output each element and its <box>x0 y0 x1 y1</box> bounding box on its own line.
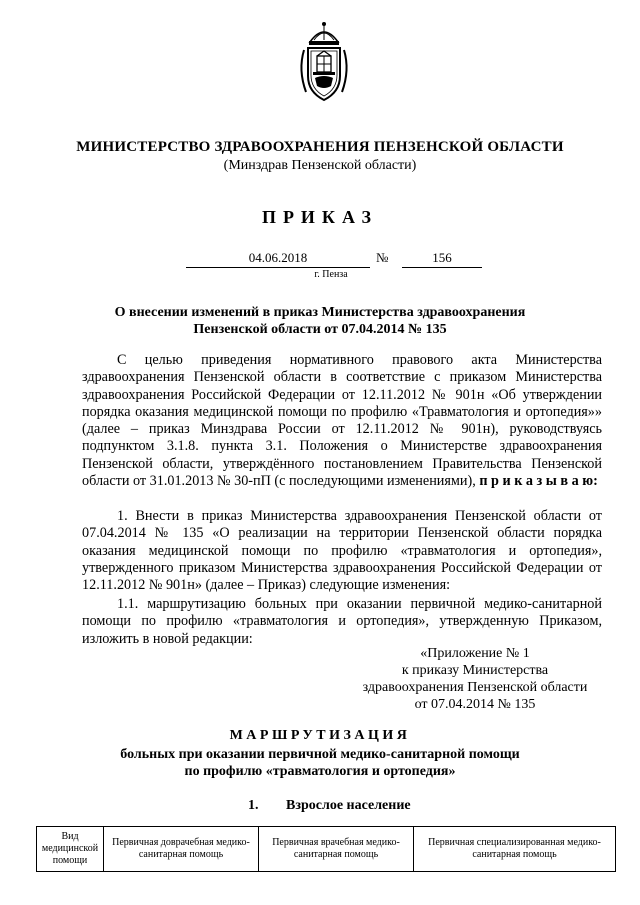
appendix-reference <box>335 645 615 713</box>
routing-table <box>36 826 616 872</box>
order-number: 156 <box>402 250 482 268</box>
order-date: 04.06.2018 <box>186 250 370 268</box>
table-header-cell: Первичная врачебная медико-санитарная помощь <box>259 827 414 872</box>
order-verb: п р и к а з ы в а ю: <box>479 473 598 490</box>
order-subject: О внесении изменений в приказ Министерства здравоохранения Пензенской области от 07.04.2014 № 135 <box>114 305 526 337</box>
ministry-name: МИНИСТЕРСТВО ЗДРАВООХРАНЕНИЯ ПЕНЗЕНСКОЙ ОБЛАСТИ <box>76 139 564 155</box>
table-header-cell: Первичная доврачебная медико-санитарная помощь <box>104 827 259 872</box>
paragraph-text: 1. Внести в приказ Министерства здравоохранения Пензенской области от 07.04.2014 № 135 «О реализации на территории Пензенской области порядка оказания медицинской помощи по профилю «травматология и ортопедия», утвержденного приказом Министерства здравоохранения Российской Федерации от 12.11.2012 № 901н» (далее – Приказ) следующие изменения: <box>82 508 602 594</box>
table-header-cell: Первичная специализированная медико-санитарная помощь <box>414 827 616 872</box>
city: г. Пенза <box>314 269 348 280</box>
appendix-line-4: от 07.04.2014 № 135 <box>414 697 536 712</box>
paragraph-text: 1.1. маршрутизацию больных при оказании первичной медико-санитарной помощи по профилю «травматология и ортопедия», утвержденную Приказом, изложить в новой редакции: <box>82 596 602 647</box>
routing-title: МАРШРУТИЗАЦИЯ <box>229 728 411 743</box>
order-title: ПРИКАЗ <box>261 207 379 227</box>
paragraph-text: С целью приведения нормативного правового акта Министерства здравоохранения Пензенской области в соответствие с приказом Министерства здравоохранения Российской Федерации от 12.11.2012 № 901н «Об утверждении порядка оказания медицинской помощи по профилю «Травматология и ортопедия»» (далее – приказ Минздрава России от 12.11.2012 № 901н), руководствуясь подпунктом 3.1.8. пункта 3.1. Положения о Министерстве здравоохранения Пензенской области, утверждённого постановлением Правительства Пензенской области от 31.01.2013 № 30-пП (с последующими изменениями), <box>82 352 602 490</box>
appendix-line-2: к приказу Министерства <box>401 663 549 678</box>
body-paragraph-1 <box>82 352 602 490</box>
ministry-short-name: (Минздрав Пензенской области) <box>223 158 417 173</box>
section-title: Взрослое население <box>286 798 411 813</box>
routing-subtitle-line-2: по профилю «травматология и ортопедия» <box>184 764 456 779</box>
section-heading <box>248 798 411 814</box>
section-number: 1. <box>248 798 259 813</box>
table-header-row <box>37 827 616 872</box>
number-sign: № <box>376 250 389 265</box>
body-paragraph-3 <box>82 596 602 648</box>
table-header-cell: Вид медицинской помощи <box>37 827 104 872</box>
routing-subtitle-line-1: больных при оказании первичной медико-санитарной помощи <box>120 747 520 762</box>
routing-subtitle <box>0 746 640 780</box>
appendix-line-3: здравоохранения Пензенской области <box>362 680 588 695</box>
appendix-line-1: «Приложение № 1 <box>420 646 530 661</box>
coat-of-arms-icon <box>296 20 352 104</box>
body-paragraph-2 <box>82 508 602 594</box>
